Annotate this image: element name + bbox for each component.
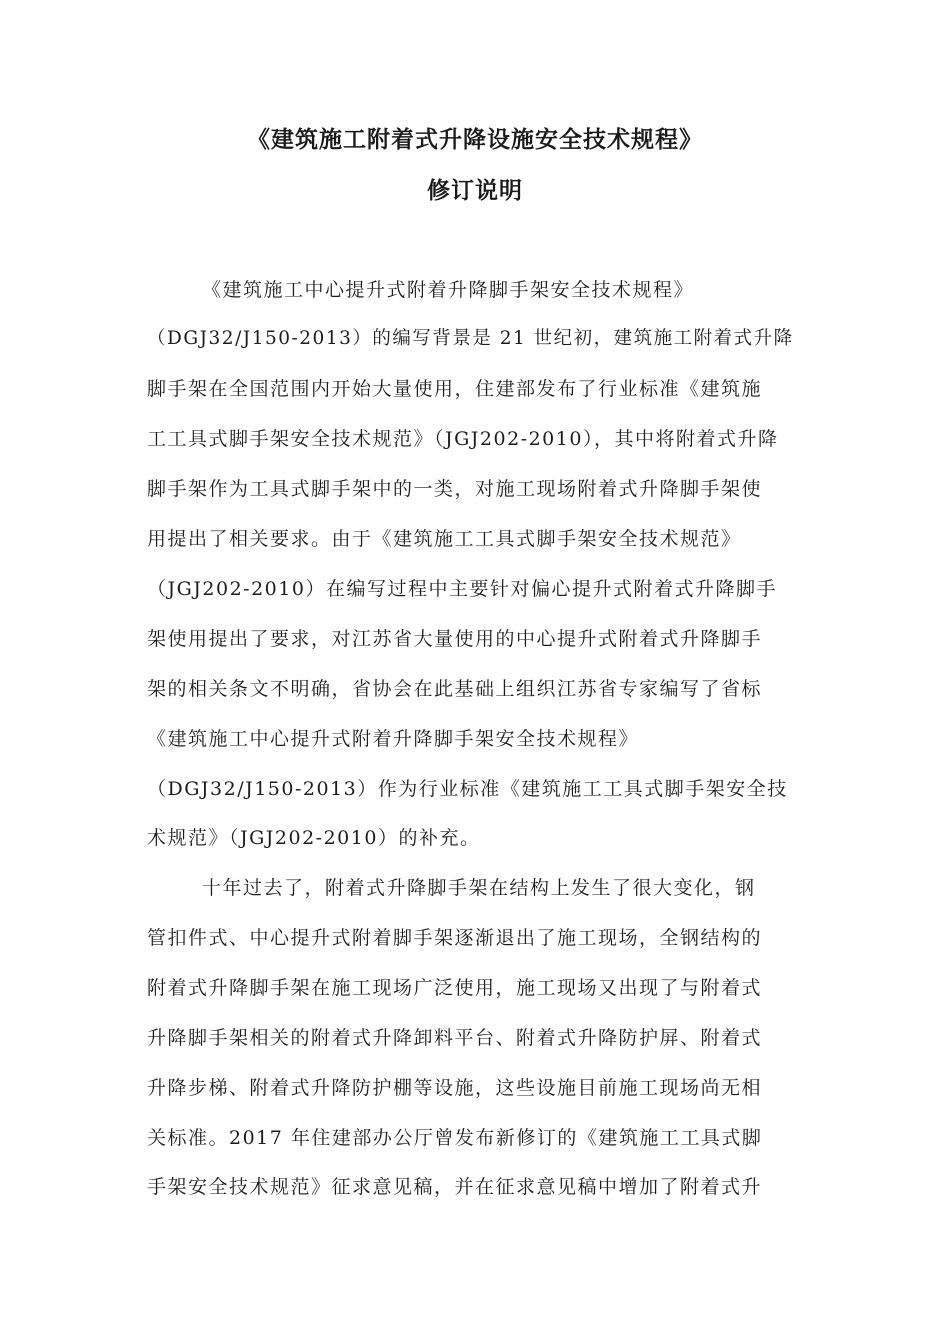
paragraph-line: 十年过去了，附着式升降脚手架在结构上发生了很大变化，钢 bbox=[202, 877, 756, 899]
paragraph-line: 术规范》（JGJ202-2010）的补充。 bbox=[147, 827, 481, 849]
paragraph-line: 《建筑施工中心提升式附着升降脚手架安全技术规程》 bbox=[202, 279, 695, 301]
paragraph-line: 《建筑施工中心提升式附着升降脚手架安全技术规程》 bbox=[147, 728, 640, 750]
paragraph-line: 架使用提出了要求，对江苏省大量使用的中心提升式附着式升降脚手 bbox=[147, 628, 763, 650]
paragraph-line: （DGJ32/J150-2013）作为行业标准《建筑施工工具式脚手架安全技 bbox=[147, 778, 788, 800]
document-subtitle: 修订说明 bbox=[427, 177, 523, 204]
paragraph-line: 关标准。2017 年住建部办公厅曾发布新修订的《建筑施工工具式脚 bbox=[147, 1127, 763, 1149]
paragraph-line: 附着式升降脚手架在施工现场广泛使用，施工现场又出现了与附着式 bbox=[147, 977, 763, 999]
paragraph-line: 脚手架作为工具式脚手架中的一类，对施工现场附着式升降脚手架使 bbox=[147, 478, 763, 500]
paragraph-line: 升降步梯、附着式升降防护棚等设施，这些设施目前施工现场尚无相 bbox=[147, 1077, 763, 1099]
paragraph-line: （JGJ202-2010）在编写过程中主要针对偏心提升式附着式升降脚手 bbox=[147, 578, 777, 600]
paragraph-line: 工工具式脚手架安全技术规范》（JGJ202-2010），其中将附着式升降 bbox=[147, 428, 779, 450]
document-title: 《建筑施工附着式升降设施安全技术规程》 bbox=[247, 126, 703, 153]
paragraph-line: 用提出了相关要求。由于《建筑施工工具式脚手架安全技术规范》 bbox=[147, 528, 742, 550]
paragraph-line: 架的相关条文不明确，省协会在此基础上组织江苏省专家编写了省标 bbox=[147, 678, 763, 700]
paragraph-line: （DGJ32/J150-2013）的编写背景是 21 世纪初，建筑施工附着式升降 bbox=[147, 328, 794, 349]
paragraph-line: 脚手架在全国范围内开始大量使用，住建部发布了行业标准《建筑施 bbox=[147, 378, 763, 400]
paragraph-line: 手架安全技术规范》征求意见稿，并在征求意见稿中增加了附着式升 bbox=[147, 1176, 763, 1198]
paragraph-line: 升降脚手架相关的附着式升降卸料平台、附着式升降防护屏、附着式 bbox=[147, 1027, 763, 1049]
paragraph-line: 管扣件式、中心提升式附着脚手架逐渐退出了施工现场，全钢结构的 bbox=[147, 927, 763, 949]
